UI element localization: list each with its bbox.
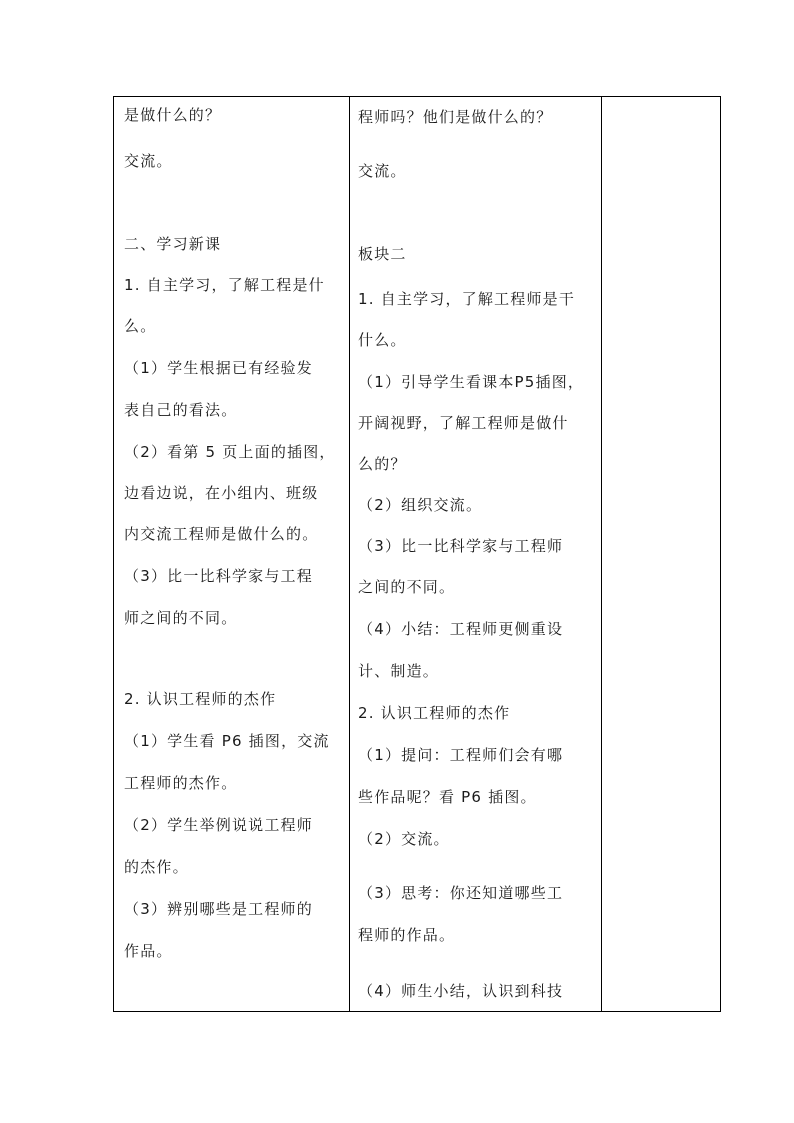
text-line: 程师吗？他们是做什么的？ bbox=[358, 108, 553, 126]
text-line: （3）比一比科学家与工程 bbox=[124, 567, 313, 585]
text-line: 表自己的看法。 bbox=[124, 401, 238, 419]
text-line: 的杰作。 bbox=[124, 858, 189, 876]
text-line: 作品。 bbox=[124, 942, 173, 960]
text-line: 二、学习新课 bbox=[124, 235, 222, 253]
text-line: （4）师生小结，认识到科技 bbox=[358, 982, 564, 1000]
text-line: 计、制造。 bbox=[358, 662, 440, 680]
text-line: 2. 认识工程师的杰作 bbox=[124, 690, 277, 708]
text-line: 些作品呢？看 P6 插图。 bbox=[358, 788, 537, 806]
text-line: （4）小结：工程师更侧重设 bbox=[358, 620, 564, 638]
text-line: 是做什么的？ bbox=[124, 106, 222, 124]
text-line: 交流。 bbox=[124, 152, 173, 170]
text-line: （2）组织交流。 bbox=[358, 496, 483, 514]
lesson-plan-table bbox=[113, 96, 721, 1012]
text-line: 程师的作品。 bbox=[358, 926, 456, 944]
text-line: （3）比一比科学家与工程师 bbox=[358, 537, 564, 555]
text-line: 么。 bbox=[124, 317, 157, 335]
text-line: 开阔视野，了解工程师是做什 bbox=[358, 414, 569, 432]
text-line: 内交流工程师是做什么的。 bbox=[124, 525, 319, 543]
text-line: 师之间的不同。 bbox=[124, 609, 238, 627]
text-line: 1. 自主学习，了解工程师是干 bbox=[358, 290, 576, 308]
text-line: （1）学生根据已有经验发 bbox=[124, 359, 313, 377]
text-line: （3）辨别哪些是工程师的 bbox=[124, 900, 313, 918]
text-line: （1）提问：工程师们会有哪 bbox=[358, 746, 564, 764]
text-line: 工程师的杰作。 bbox=[124, 774, 238, 792]
text-line: 1. 自主学习，了解工程是什 bbox=[124, 276, 325, 294]
teacher-activity-column bbox=[350, 97, 602, 1011]
text-line: （2）学生举例说说工程师 bbox=[124, 816, 313, 834]
notes-column bbox=[602, 97, 720, 1011]
text-line: 什么。 bbox=[358, 331, 407, 349]
text-line: （1）学生看 P6 插图，交流 bbox=[124, 732, 330, 750]
text-line: 交流。 bbox=[358, 162, 407, 180]
text-line: 边看边说，在小组内、班级 bbox=[124, 484, 319, 502]
text-line: （3）思考：你还知道哪些工 bbox=[358, 884, 564, 902]
text-line: 板块二 bbox=[358, 245, 407, 263]
text-line: 之间的不同。 bbox=[358, 578, 456, 596]
text-line: （1）引导学生看课本P5插图， bbox=[358, 373, 585, 391]
text-line: （2）交流。 bbox=[358, 830, 450, 848]
text-line: 2. 认识工程师的杰作 bbox=[358, 704, 511, 722]
text-line: （2）看第 5 页上面的插图， bbox=[124, 443, 336, 461]
student-activity-column bbox=[114, 97, 350, 1011]
text-line: 么的？ bbox=[358, 455, 407, 473]
